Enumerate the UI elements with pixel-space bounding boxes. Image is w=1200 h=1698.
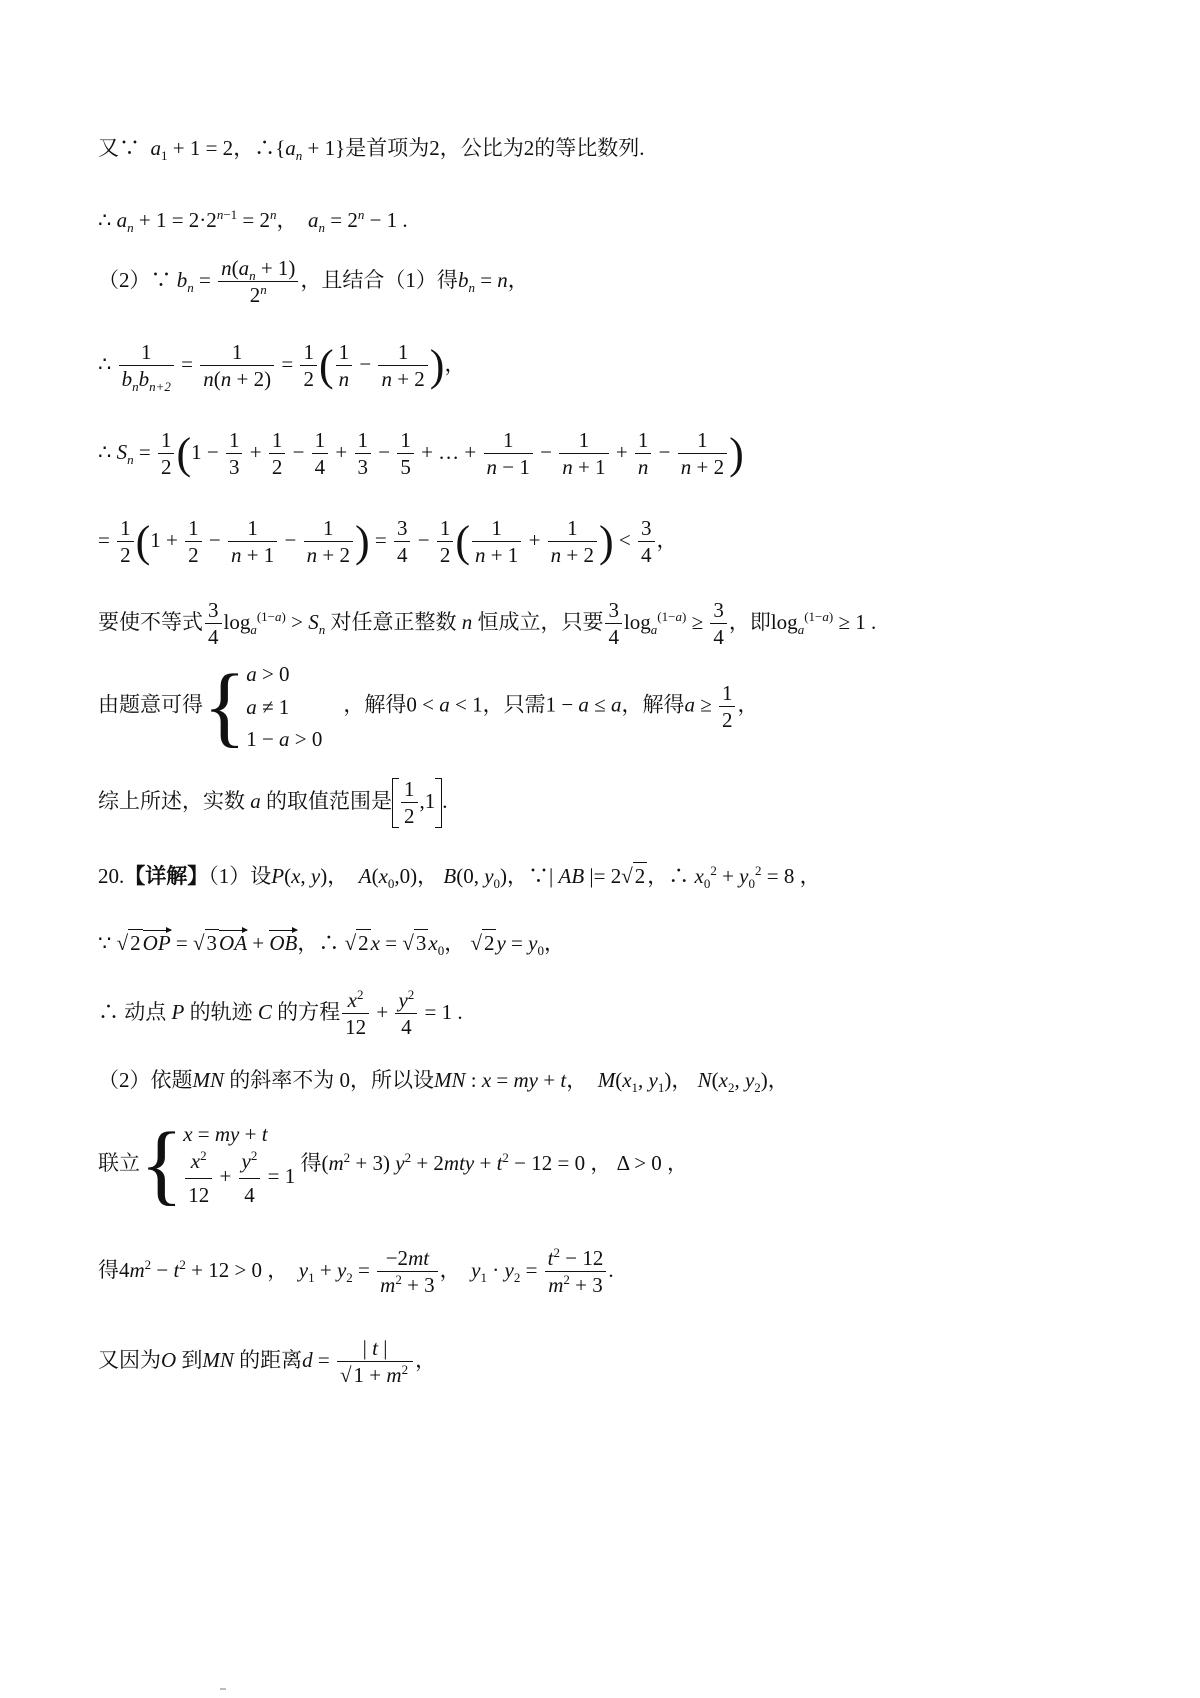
line-sn-sum: ∴ $S_n$ = $\frac{1}{2}$ (1 − $\frac{1}{3}$ + $\frac{1}{2}$ − $\frac{1}{4}$ + $\frac{1}{3}$ − $\frac{1}{5}$ + … + $\frac{1}{n - 1}$ − $\frac{1}{n + 1}$ + $\frac{1}{n}$ − $\frac{1}{n + 2}$ ) <box>98 428 744 479</box>
line-ellipse-equation: ∴ 动点 P 的轨迹 C 的方程 $\frac{x^2}{12}$ + $\frac{y^2}{4}$ = 1 . <box>98 987 463 1039</box>
line-telescoping-term: ∴ $\frac{1}{b_nb_{n+2}}$ = $\frac{1}{n(n + 2)}$ = $\frac{1}{2}$ ( $\frac{1}{n}$ − $\frac{1}{n + 2}$ )， <box>98 340 466 395</box>
line-cases-a: 由题意可得{a > 0 a ≠ 1 1 − a > 0 ，解得0 < a < 1，只需1 − a ≤ a，解得a ≥ $\frac{1}{2}$ ， <box>98 656 759 756</box>
text: 又∵ <box>98 136 140 160</box>
line-geometric-sequence: 又∵ $a_1 + 1 = 2$，$\therefore\{a_n + 1\}$是首项为2，公比为2的等比数列. <box>98 136 645 164</box>
line-problem-20: 20.【详解】（1）设P(x, y)， $A(x_0,0)$， B(0, $y_0$)，∵| AB |= 2√2，∴ $x_0^2 + y_0^2 = 8$ ， <box>98 863 821 892</box>
line-an-formula: ∴ $a_n + 1 = 2\cdot 2^{n-1} = 2^n$， $a_n = 2^n - 1$ . <box>98 207 408 236</box>
line-vieta: 得$4m^2 - t^2 + 12 > 0$ ， $y_1 + y_2$ = $\frac{-2mt}{m^2 + 3}$ ， $y_1 \cdot y_2$ = $\frac{t^2 - 12}{m^2 + 3}$ . <box>98 1245 614 1297</box>
line-system-joint: 联立{x = my + t $\frac{x^2}{12}$ + $\frac{y^2}{4}$ = 1 得$(m^2 + 3) y^2 + 2mty + t^2 - 12 = 0$ ， Δ > 0 ， <box>98 1115 689 1214</box>
line-range-conclusion: 综上所述，实数 a 的取值范围是 $\frac{1}{2}$ ,1 . <box>98 777 448 828</box>
footer-mark <box>220 1688 226 1690</box>
line-sn-bound: = $\frac{1}{2}$ (1 + $\frac{1}{2}$ − $\frac{1}{n + 1}$ − $\frac{1}{n + 2}$ ) = $\frac{3}{4}$ − $\frac{1}{2}$ ( $\frac{1}{n + 1}$ + $\frac{1}{n + 2}$ ) < $\frac{3}{4}$ ， <box>98 516 678 567</box>
line-line-mn: （2）依题MN 的斜率不为 0，所以设MN : x = my + t， $M(x_1$, $y_1$)， $N(x_2$, $y_2$)， <box>98 1068 789 1096</box>
line-inequality-condition: 要使不等式 $\frac{3}{4}$ $\log_a^{(1-a)} > S_n$ 对任意正整数 n 恒成立，只要 $\frac{3}{4}$ $\log_a^{(1-a)}$ ≥ $\frac{3}{4}$ ，即$\log_a^{(1-a)} \ge 1$ . <box>98 598 877 649</box>
line-vector-relation: ∵ √2OP = √3OA + OB，∴ $√2x = √3x_0$， $√2y = y_0$， <box>98 931 565 959</box>
line-bn-formula: （2）∵ $b_n$ = $\frac{n(a_n + 1)}{2^n}$ ，且结合（1）得$b_n = n$， <box>98 256 529 307</box>
line-distance: 又因为O 到MN 的距离d = $\frac{| t |}{√1 + m^2}$ ， <box>98 1336 437 1387</box>
